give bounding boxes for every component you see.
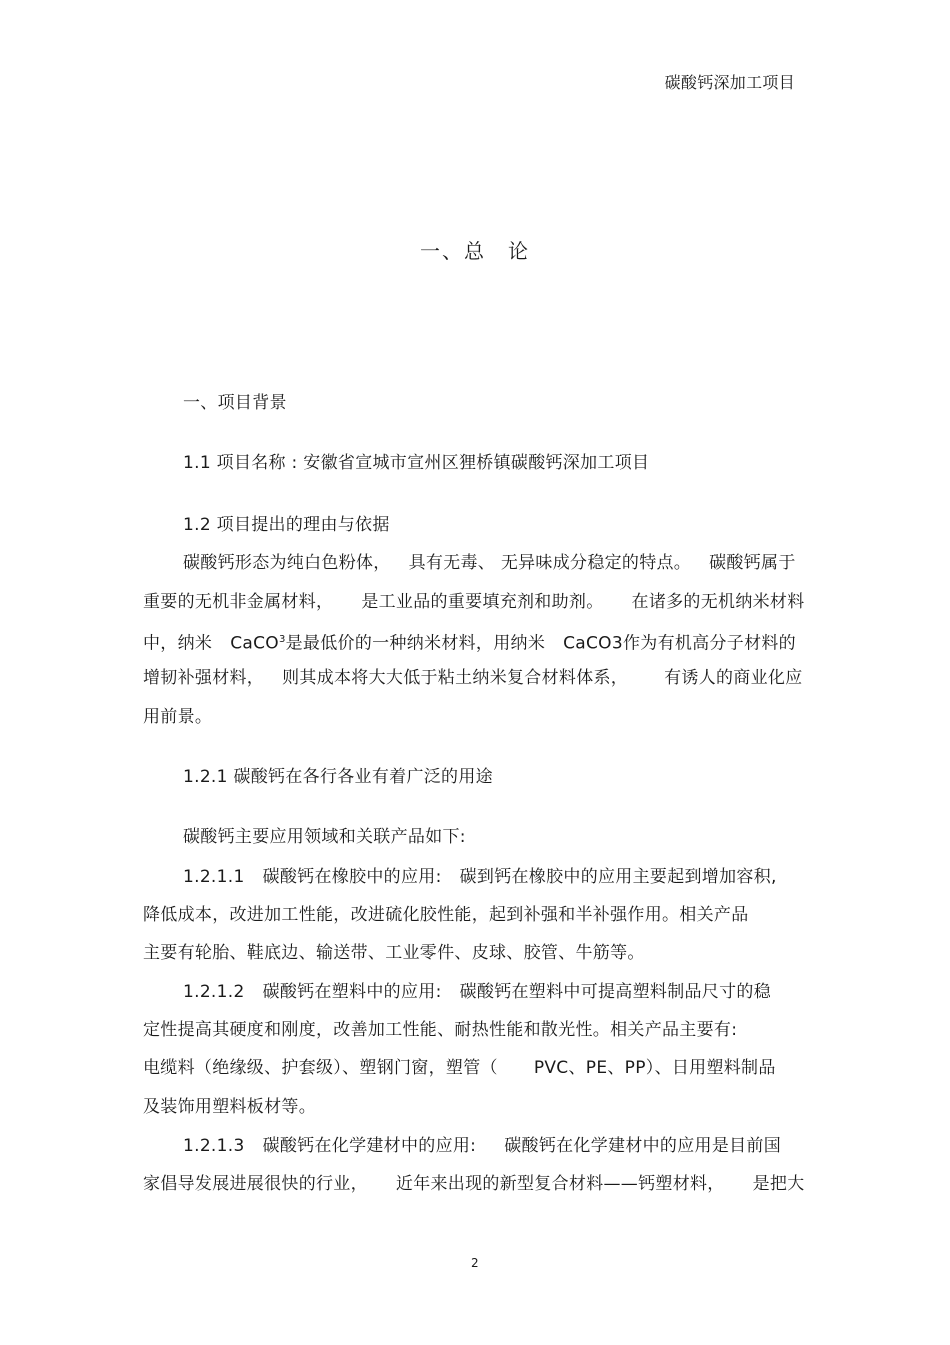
paragraph-line: 定性提高其硬度和刚度，改善加工性能、耐热性能和散光性。相关产品主要有: [143, 1020, 738, 1040]
paragraph-line [143, 591, 805, 613]
text-run: 作为有机高分子材料的 [622, 633, 796, 654]
intro-line: 碳酸钙主要应用领域和关联产品如下: [183, 827, 466, 847]
text-run: 近年来出现的新型复合材料——钙塑材料， [395, 1174, 725, 1194]
project-name-value: 安徽省宣城市宣州区狸桥镇碳酸钙深加工项目 [303, 453, 650, 473]
paragraph-line [143, 1173, 805, 1195]
text-run: 、日用塑料制品 [654, 1058, 776, 1078]
section-heading: 一、项目背景 [183, 393, 287, 413]
chemical-formula: CaCO3 [563, 633, 623, 654]
text-run: 碳酸钙属于 [709, 553, 796, 573]
item-1-2-1-3-line [183, 1135, 781, 1157]
paragraph-line [183, 552, 796, 574]
text-run: 碳酸钙在化学建材中的应用是目前国 [504, 1136, 782, 1156]
subsection-heading-1-2: 1.2 项目提出的理由与依据 [183, 515, 390, 535]
page-number: 2 [471, 1256, 479, 1270]
item-title: 碳酸钙在化学建材中的应用: [262, 1136, 477, 1156]
text-run: 家倡导发展进展很快的行业， [143, 1174, 368, 1194]
text-run: 电缆料（绝缘级、护套级）、塑钢门窗，塑管（ [143, 1058, 498, 1078]
project-name-line [183, 452, 649, 474]
subsection-heading-1-2-1: 1.2.1 碳酸钙在各行各业有着广泛的用途 [183, 767, 493, 787]
text-run: 碳酸钙在塑料中可提高塑料制品尺寸的稳 [459, 982, 772, 1002]
text-run: 则其成本将大大低于粘土纳米复合材料体系， [282, 668, 629, 688]
text-run: 重要的无机非金属材料， [143, 592, 334, 612]
item-number: 1.2.1.3 [183, 1136, 245, 1156]
subscript-digit: 3 [278, 634, 286, 645]
text-run: 是工业品的重要填充剂和助剂。 [361, 592, 604, 612]
paragraph-line: 降低成本，改进加工性能，改进硫化胶性能，起到补强和半补强作用。相关产品 [143, 905, 749, 925]
text-run: 碳到钙在橡胶中的应用主要起到增加容积, [459, 867, 777, 887]
text-run: 具有无毒、 无异味成分稳定的特点。 [408, 553, 692, 573]
paragraph-line: 及装饰用塑料板材等。 [143, 1097, 316, 1117]
running-header: 碳酸钙深加工项目 [664, 73, 795, 92]
text-run: 是把大 [752, 1174, 805, 1194]
text-run: 在诸多的无机纳米材料 [631, 592, 805, 612]
item-1-2-1-2-line [183, 981, 771, 1003]
item-1-2-1-1-line [183, 866, 777, 888]
chapter-title: 一、总 论 [420, 239, 530, 263]
text-run: 是最低价的一种纳米材料，用纳米 [285, 633, 546, 654]
text-run: 增韧补强材料， [143, 668, 265, 688]
chemical-formula: CaCO [230, 633, 279, 654]
paragraph-line [143, 1057, 776, 1079]
item-number: 1.2.1.1 [183, 867, 245, 887]
paragraph-line: 用前景。 [143, 707, 213, 727]
item-title: 碳酸钙在塑料中的应用: [262, 982, 442, 1002]
paragraph-line [143, 629, 796, 655]
text-run: 碳酸钙形态为纯白色粉体， [183, 553, 391, 573]
paragraph-line: 主要有轮胎、鞋底边、输送带、工业零件、皮球、胶管、牛筋等。 [143, 943, 645, 963]
paragraph-line [143, 667, 803, 689]
project-name-label: 1.1 项目名称 : [183, 453, 298, 473]
item-title: 碳酸钙在橡胶中的应用: [262, 867, 442, 887]
text-run: 有诱人的商业化应 [664, 668, 803, 688]
text-run: 中，纳米 [143, 633, 213, 654]
item-number: 1.2.1.2 [183, 982, 245, 1002]
text-run: PVC、PE、PP） [533, 1058, 655, 1078]
